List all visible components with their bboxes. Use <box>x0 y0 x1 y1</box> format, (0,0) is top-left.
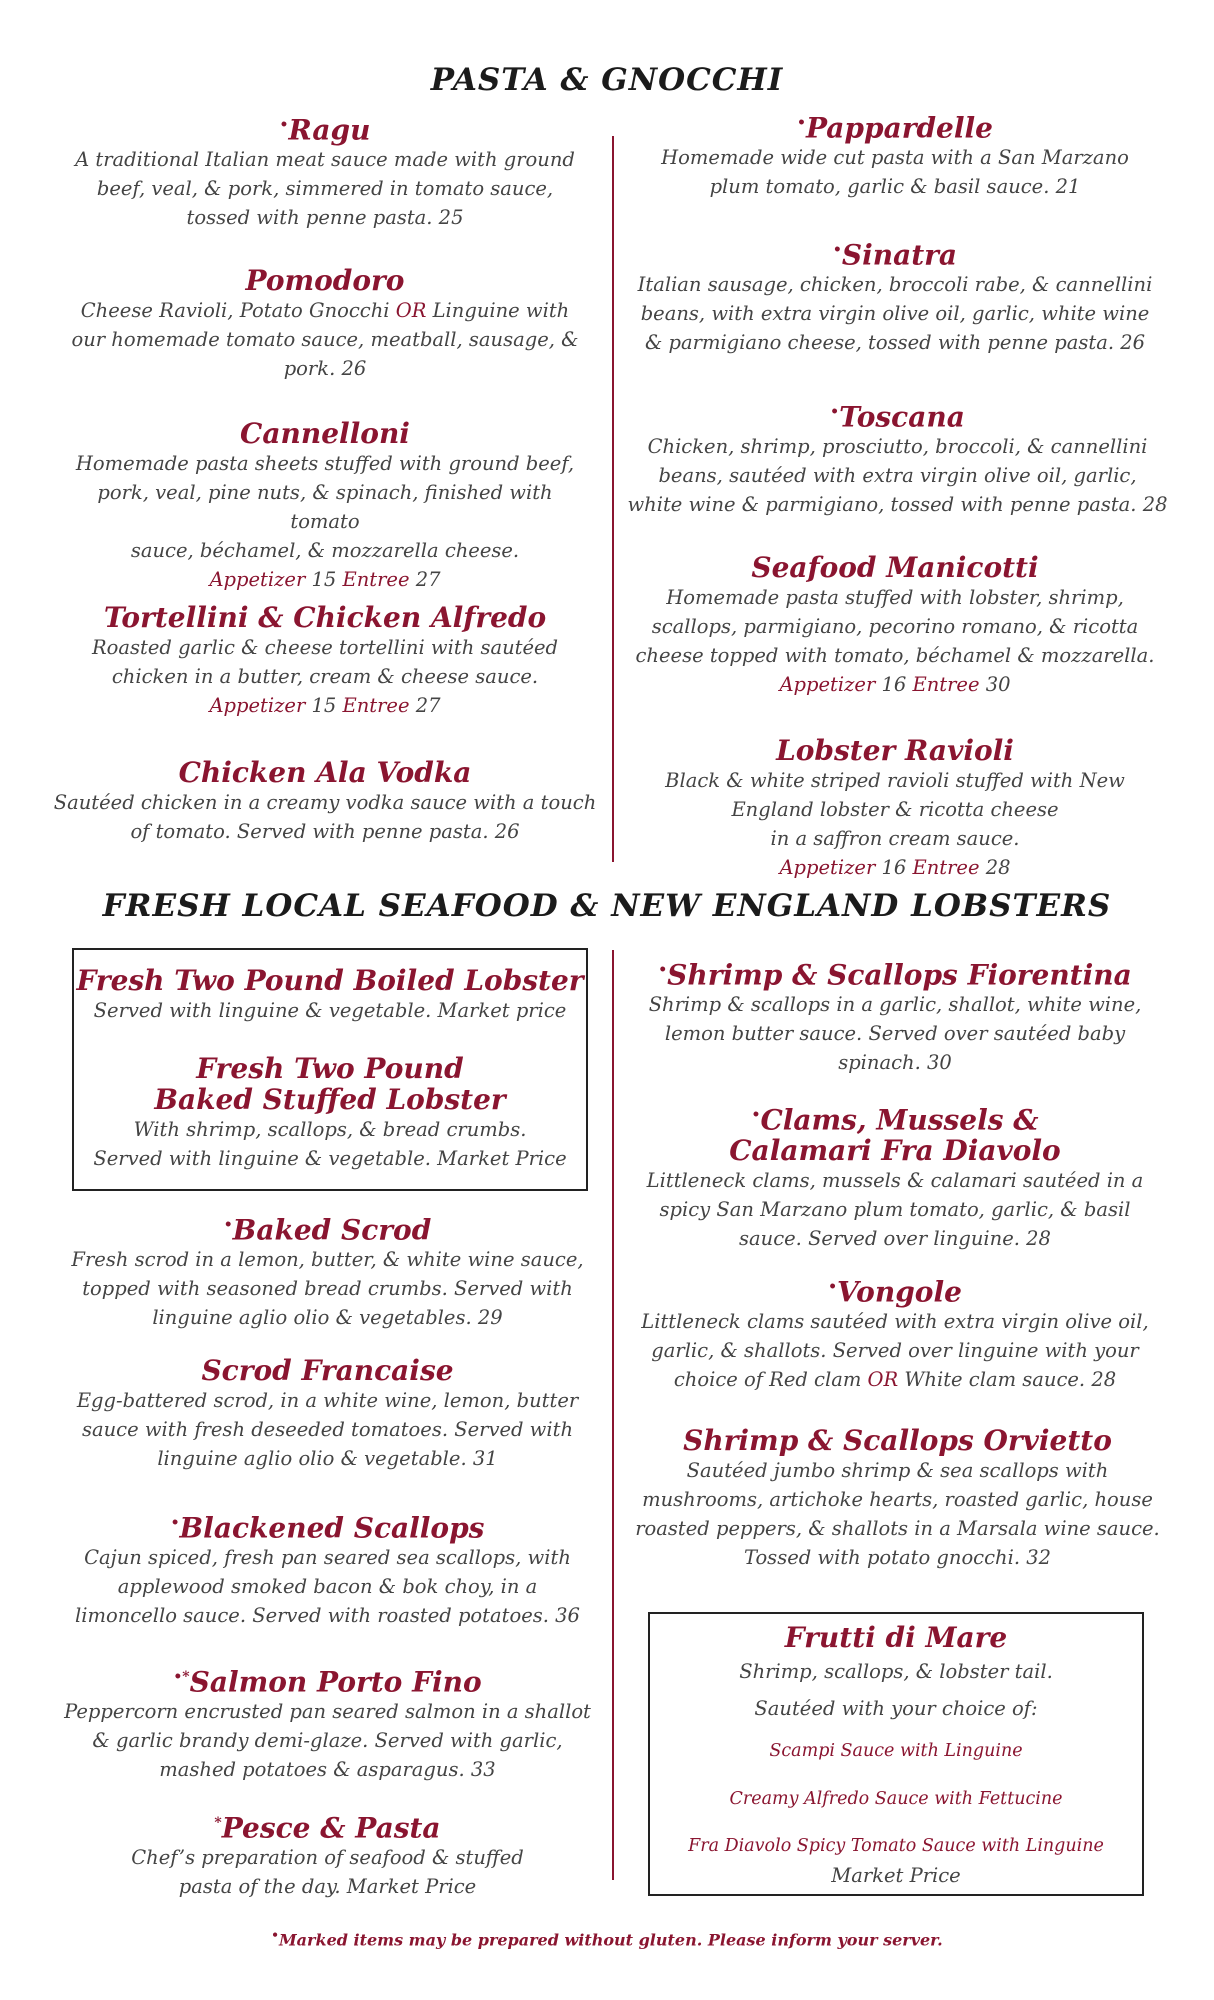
item-desc-line: mashed potatoes & asparagus. 33 <box>159 1758 496 1782</box>
sauce-option: Scampi Sauce with Linguine <box>769 1741 1023 1761</box>
item-name: Cannelloni <box>240 417 410 450</box>
entree-label: Entree <box>912 673 980 696</box>
appetizer-price: 15 <box>305 694 343 717</box>
item-desc-line: of tomato. Served with penne pasta. 26 <box>130 820 520 843</box>
item-desc-line: Tossed with potato gnocchi. 32 <box>743 1546 1052 1569</box>
menu-item-clams-mussels-calamari <box>630 1100 1160 1253</box>
gluten-free-mark: • <box>223 1217 233 1233</box>
item-desc-line: Chef’s preparation of seafood & stuffed <box>131 1846 524 1870</box>
item-desc-line: Sautéed jumbo shrimp & sea scallops with <box>686 1459 1109 1482</box>
entree-price: 27 <box>409 694 441 717</box>
appetizer-label: Appetizer <box>779 673 876 696</box>
item-name: Baked Scrod <box>232 1213 432 1247</box>
menu-item-baked-stuffed-lobster <box>72 1053 588 1173</box>
item-desc-line: pork. 26 <box>283 357 367 380</box>
item-name: Frutti di Mare <box>784 1621 1008 1654</box>
appetizer-price: 16 <box>875 673 913 696</box>
gluten-free-mark: • <box>170 1515 180 1531</box>
appetizer-price: 15 <box>305 568 343 591</box>
item-desc-line: England lobster & ricotta cheese <box>731 798 1059 821</box>
gluten-free-mark: • <box>828 1279 838 1295</box>
item-desc-line: Black & white striped ravioli stuffed with New <box>665 769 1125 792</box>
menu-item-toscana <box>625 397 1170 519</box>
menu-item-boiled-lobster <box>72 965 588 1025</box>
item-desc-line: Egg-battered scrod, in a white wine, lemon, butter <box>76 1389 579 1412</box>
item-name: Fresh Two Pound Boiled Lobster <box>76 964 584 997</box>
appetizer-label: Appetizer <box>209 694 306 717</box>
entree-price: 30 <box>979 673 1011 696</box>
appetizer-label: Appetizer <box>209 568 306 591</box>
item-desc-line: lemon butter sauce. Served over sautéed baby <box>664 1022 1126 1046</box>
item-desc-line: scallops, parmigiano, pecorino romano, & ricotta <box>651 615 1139 638</box>
gluten-free-mark: • <box>271 1928 279 1942</box>
desc-text: Linguine with <box>426 299 570 322</box>
item-desc-line: Roasted garlic & cheese tortellini with sautéed <box>91 636 559 659</box>
item-name: Clams, Mussels & <box>760 1103 1039 1137</box>
item-desc-line: sauce with fresh deseeded tomatoes. Served with <box>81 1418 574 1441</box>
item-desc-line: Cajun spiced, fresh pan seared sea scallops, with <box>84 1546 571 1570</box>
gluten-free-mark: • <box>830 404 840 420</box>
menu-item-cannelloni <box>60 418 590 594</box>
item-name: Shrimp & Scallops Orvietto <box>683 1424 1112 1457</box>
item-name: Ragu <box>288 113 371 147</box>
item-desc-line <box>630 1365 1160 1394</box>
item-desc-line: Sautéed chicken in a creamy vodka sauce with a touch <box>53 791 597 814</box>
menu-item-scrod-francaise <box>55 1355 600 1473</box>
item-desc-line: linguine aglio olio & vegetable. 31 <box>157 1447 498 1470</box>
item-desc-line: spinach. 30 <box>838 1051 952 1075</box>
desc-text: choice of Red clam <box>673 1368 868 1392</box>
item-name: Pesce & Pasta <box>221 1811 441 1845</box>
item-name-line <box>630 1100 1160 1135</box>
item-name: Vongole <box>837 1275 962 1309</box>
item-desc-line: pasta of the day. Market Price <box>178 1875 477 1899</box>
item-name: Baked Stuffed Lobster <box>154 1083 506 1116</box>
item-name: Toscana <box>839 400 965 434</box>
appetizer-price: 16 <box>875 856 913 879</box>
item-desc-line: white wine & parmigiano, tossed with penne pasta. 28 <box>627 493 1168 517</box>
or-text: OR <box>395 299 427 322</box>
item-desc-line: Served with linguine & vegetable. Market price <box>93 999 567 1022</box>
price-line <box>60 565 590 594</box>
gluten-free-mark: • <box>797 115 806 131</box>
item-name: Salmon Porto Fino <box>189 1665 482 1699</box>
menu-item-baked-scrod <box>55 1210 600 1332</box>
menu-item-lobster-ravioli <box>630 735 1160 882</box>
item-desc-line: plum tomato, garlic & basil sauce. 21 <box>709 175 1081 199</box>
desc-text: White clam sauce. 28 <box>898 1368 1117 1392</box>
menu-item-sinatra <box>630 235 1160 357</box>
item-desc-line: sauce, béchamel, & mozzarella cheese. <box>130 539 520 562</box>
menu-item-shrimp-scallops-fiorentina <box>630 955 1160 1077</box>
item-name: Pappardelle <box>805 111 993 145</box>
item-desc-line: Chicken, shrimp, prosciutto, broccoli, & cannellini <box>647 435 1148 459</box>
item-desc-line: applewood smoked bacon & bok choy, in a <box>117 1575 538 1599</box>
menu-item-pappardelle <box>630 108 1160 201</box>
item-desc-line: A traditional Italian meat sauce made with ground <box>75 148 575 172</box>
item-desc-line: linguine aglio olio & vegetables. 29 <box>152 1306 503 1330</box>
item-desc-line: Served with linguine & vegetable. Market Price <box>93 1147 567 1170</box>
item-desc-line: our homemade tomato sauce, meatball, sausage, & <box>71 328 579 351</box>
item-desc-line: beans, with extra virgin olive oil, garlic, white wine <box>640 302 1150 326</box>
item-desc-line: garlic, & shallots. Served over linguine with your <box>651 1339 1139 1363</box>
item-name: Lobster Ravioli <box>776 734 1014 767</box>
sauce-option: Creamy Alfredo Sauce with Fettucine <box>729 1789 1063 1809</box>
item-desc-line: Shrimp, scallops, & lobster tail. <box>739 1660 1053 1683</box>
gluten-free-mark: • <box>658 962 668 978</box>
menu-item-blackened-scallops <box>55 1508 600 1630</box>
menu-item-tortellini-alfredo <box>40 602 610 720</box>
menu-item-chicken-ala-vodka <box>50 757 600 846</box>
item-name: Seafood Manicotti <box>751 551 1039 584</box>
item-desc-line: chicken in a butter, cream & cheese sauce. <box>111 665 539 688</box>
item-desc-line: Shrimp & scallops in a garlic, shallot, white wine, <box>648 993 1142 1017</box>
item-name: Shrimp & Scallops Fiorentina <box>667 958 1132 992</box>
price-line <box>630 670 1160 699</box>
desc-text: Cheese Ravioli, Potato Gnocchi <box>80 299 396 322</box>
item-name: Blackened Scallops <box>179 1511 485 1545</box>
gluten-free-mark: • <box>279 117 289 133</box>
item-desc-line: Homemade pasta stuffed with lobster, shrimp, <box>666 586 1124 609</box>
item-desc-line: With shrimp, scallops, & bread crumbs. <box>133 1118 527 1141</box>
or-text: OR <box>867 1368 899 1392</box>
menu-item-ragu <box>60 110 590 232</box>
item-desc-line: limoncello sauce. Served with roasted potatoes. 36 <box>75 1604 580 1628</box>
menu-item-frutti-di-mare <box>648 1622 1144 1887</box>
item-name: Calamari Fra Diavolo <box>729 1134 1061 1168</box>
menu-item-vongole <box>630 1272 1160 1394</box>
item-desc-line: mushrooms, artichoke hearts, roasted garlic, house <box>642 1488 1153 1511</box>
market-price: Market Price <box>831 1864 961 1887</box>
entree-label: Entree <box>342 694 410 717</box>
gluten-free-mark: • <box>751 1107 761 1123</box>
sauce-option: Fra Diavolo Spicy Tomato Sauce with Linguine <box>688 1836 1104 1856</box>
section-title-pasta: PASTA & GNOCCHI <box>430 62 784 98</box>
entree-price: 27 <box>409 568 441 591</box>
entree-label: Entree <box>912 856 980 879</box>
item-desc-line <box>60 296 590 325</box>
item-name: Chicken Ala Vodka <box>178 756 472 789</box>
gluten-free-star-mark: •* <box>173 1669 190 1685</box>
item-desc-line: Fresh scrod in a lemon, butter, & white wine sauce, <box>71 1248 584 1272</box>
item-desc-line: cheese topped with tomato, béchamel & mozzarella. <box>635 644 1155 667</box>
item-desc-line: & garlic brandy demi-glaze. Served with garlic, <box>92 1729 563 1753</box>
column-divider-pasta <box>612 136 614 862</box>
price-line <box>40 691 610 720</box>
item-desc-line: Italian sausage, chicken, broccoli rabe, & cannellini <box>637 273 1153 297</box>
item-desc-line: Littleneck clams, mussels & calamari sautéed in a <box>646 1169 1144 1193</box>
item-desc-line: Littleneck clams sautéed with extra virgin olive oil, <box>641 1310 1149 1334</box>
item-name: Tortellini & Chicken Alfredo <box>103 601 547 634</box>
item-desc-line: beef, veal, & pork, simmered in tomato sauce, <box>96 177 554 201</box>
item-desc-line: & parmigiano cheese, tossed with penne pasta. 26 <box>644 331 1146 355</box>
item-desc-line: Homemade wide cut pasta with a San Marzano <box>661 146 1129 170</box>
item-desc-line: in a saffron cream sauce. <box>770 827 1020 850</box>
gluten-free-mark: • <box>832 242 842 258</box>
item-desc-line: spicy San Marzano plum tomato, garlic, & basil <box>659 1198 1131 1222</box>
item-name: Scrod Francaise <box>201 1354 454 1387</box>
star-mark: * <box>214 1815 222 1831</box>
item-name: Pomodoro <box>245 264 405 297</box>
item-desc-line: beans, sautéed with extra virgin olive oil, garlic, <box>658 464 1137 488</box>
price-line <box>630 853 1160 882</box>
menu-item-salmon-porto-fino <box>55 1662 600 1784</box>
menu-item-pomodoro <box>60 265 590 383</box>
item-desc-line: tossed with penne pasta. 25 <box>186 206 464 230</box>
item-desc-line: Sautéed with your choice of: <box>754 1697 1038 1720</box>
item-desc-line: topped with seasoned bread crumbs. Served with <box>82 1277 573 1301</box>
entree-label: Entree <box>342 568 410 591</box>
menu-item-seafood-manicotti <box>630 552 1160 699</box>
appetizer-label: Appetizer <box>779 856 876 879</box>
item-desc-line: roasted peppers, & shallots in a Marsala wine sauce. <box>635 1517 1160 1540</box>
item-desc-line: Peppercorn encrusted pan seared salmon in a shallot <box>64 1700 591 1724</box>
gluten-free-footnote <box>0 1928 1214 1949</box>
column-divider-seafood <box>612 950 614 1880</box>
item-desc-line: sauce. Served over linguine. 28 <box>739 1227 1051 1251</box>
menu-item-shrimp-scallops-orvietto <box>625 1425 1170 1572</box>
menu-item-pesce-pasta <box>55 1808 600 1901</box>
item-name: Sinatra <box>841 238 958 272</box>
section-title-seafood: FRESH LOCAL SEAFOOD & NEW ENGLAND LOBSTERS <box>102 888 1112 924</box>
entree-price: 28 <box>979 856 1011 879</box>
item-name: Fresh Two Pound <box>196 1052 464 1085</box>
footnote-text: Marked items may be prepared without gluten. Please inform your server. <box>278 1930 943 1950</box>
item-desc-line: Homemade pasta sheets stuffed with ground beef, <box>75 452 575 475</box>
item-desc-line: pork, veal, pine nuts, & spinach, finished with tomato <box>97 481 553 533</box>
